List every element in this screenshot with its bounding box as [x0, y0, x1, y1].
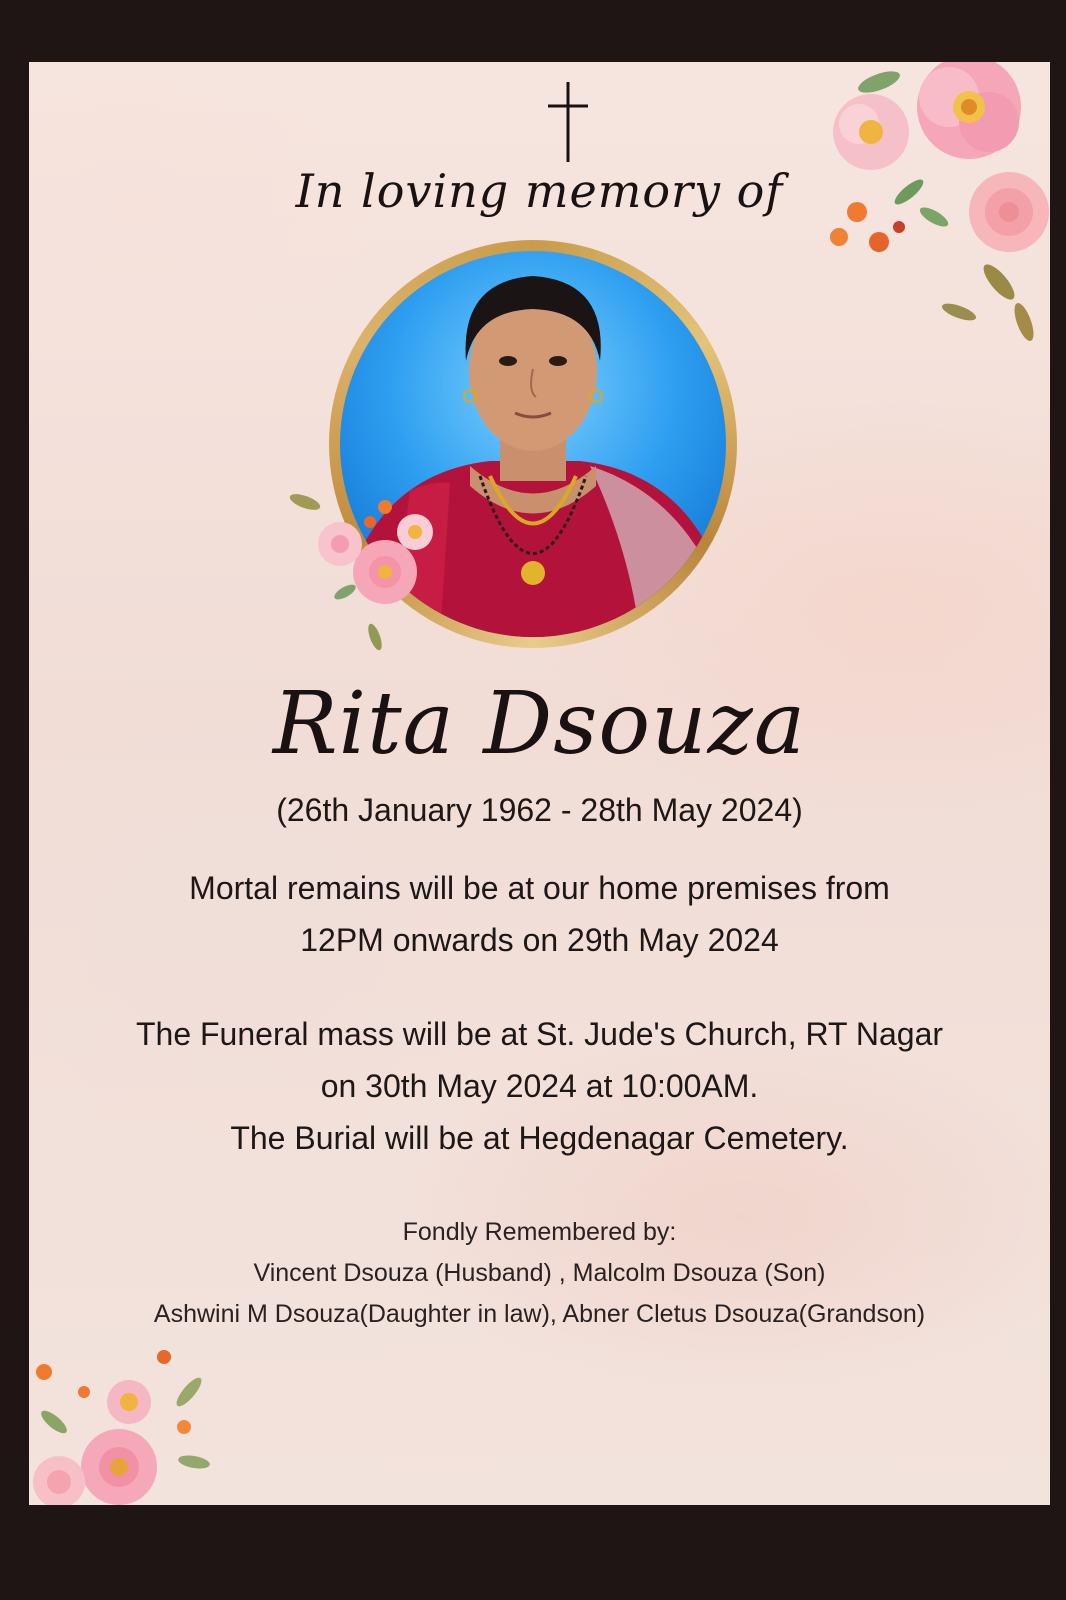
burial-line: The Burial will be at Hegdenagar Cemetery. — [230, 1120, 849, 1156]
remembered-heading: Fondly Remembered by: — [402, 1218, 677, 1246]
remains-line-2: 12PM onwards on 29th May 2024 — [300, 922, 779, 958]
flower-icon — [397, 514, 433, 550]
deceased-name: Rita Dsouza — [272, 674, 807, 774]
flower-icon — [81, 1429, 157, 1505]
remembered-by-section — [29, 1212, 1050, 1335]
remembered-line-2: Ashwini M Dsouza(Daughter in law), Abner Cletus Dsouza(Grandson) — [153, 1300, 926, 1328]
mass-line-1: The Funeral mass will be at St. Jude's Church, RT Nagar — [135, 1016, 944, 1052]
mass-line-2: on 30th May 2024 at 10:00AM. — [320, 1068, 759, 1104]
life-dates: (26th January 1962 - 28th May 2024) — [276, 792, 803, 828]
remembered-line-1: Vincent Dsouza (Husband) , Malcolm Dsouza (Son) — [253, 1259, 826, 1287]
floral-corner-bottom-left — [29, 1332, 224, 1505]
flower-icon — [318, 522, 362, 566]
flower-icon — [107, 1380, 151, 1424]
flower-icon — [33, 1456, 85, 1505]
remains-line-1: Mortal remains will be at our home premises from — [189, 870, 890, 906]
memorial-card — [29, 62, 1050, 1505]
flower-icon — [917, 62, 1021, 159]
flower-icon — [833, 94, 909, 170]
mortal-remains-notice — [29, 862, 1050, 966]
small-bud-icon — [364, 500, 392, 528]
floral-photo-accent — [285, 482, 465, 652]
flower-icon — [353, 540, 417, 604]
funeral-mass-notice — [29, 1008, 1050, 1164]
cross-icon — [544, 80, 592, 164]
memorial-heading: In loving memory of — [295, 164, 784, 218]
